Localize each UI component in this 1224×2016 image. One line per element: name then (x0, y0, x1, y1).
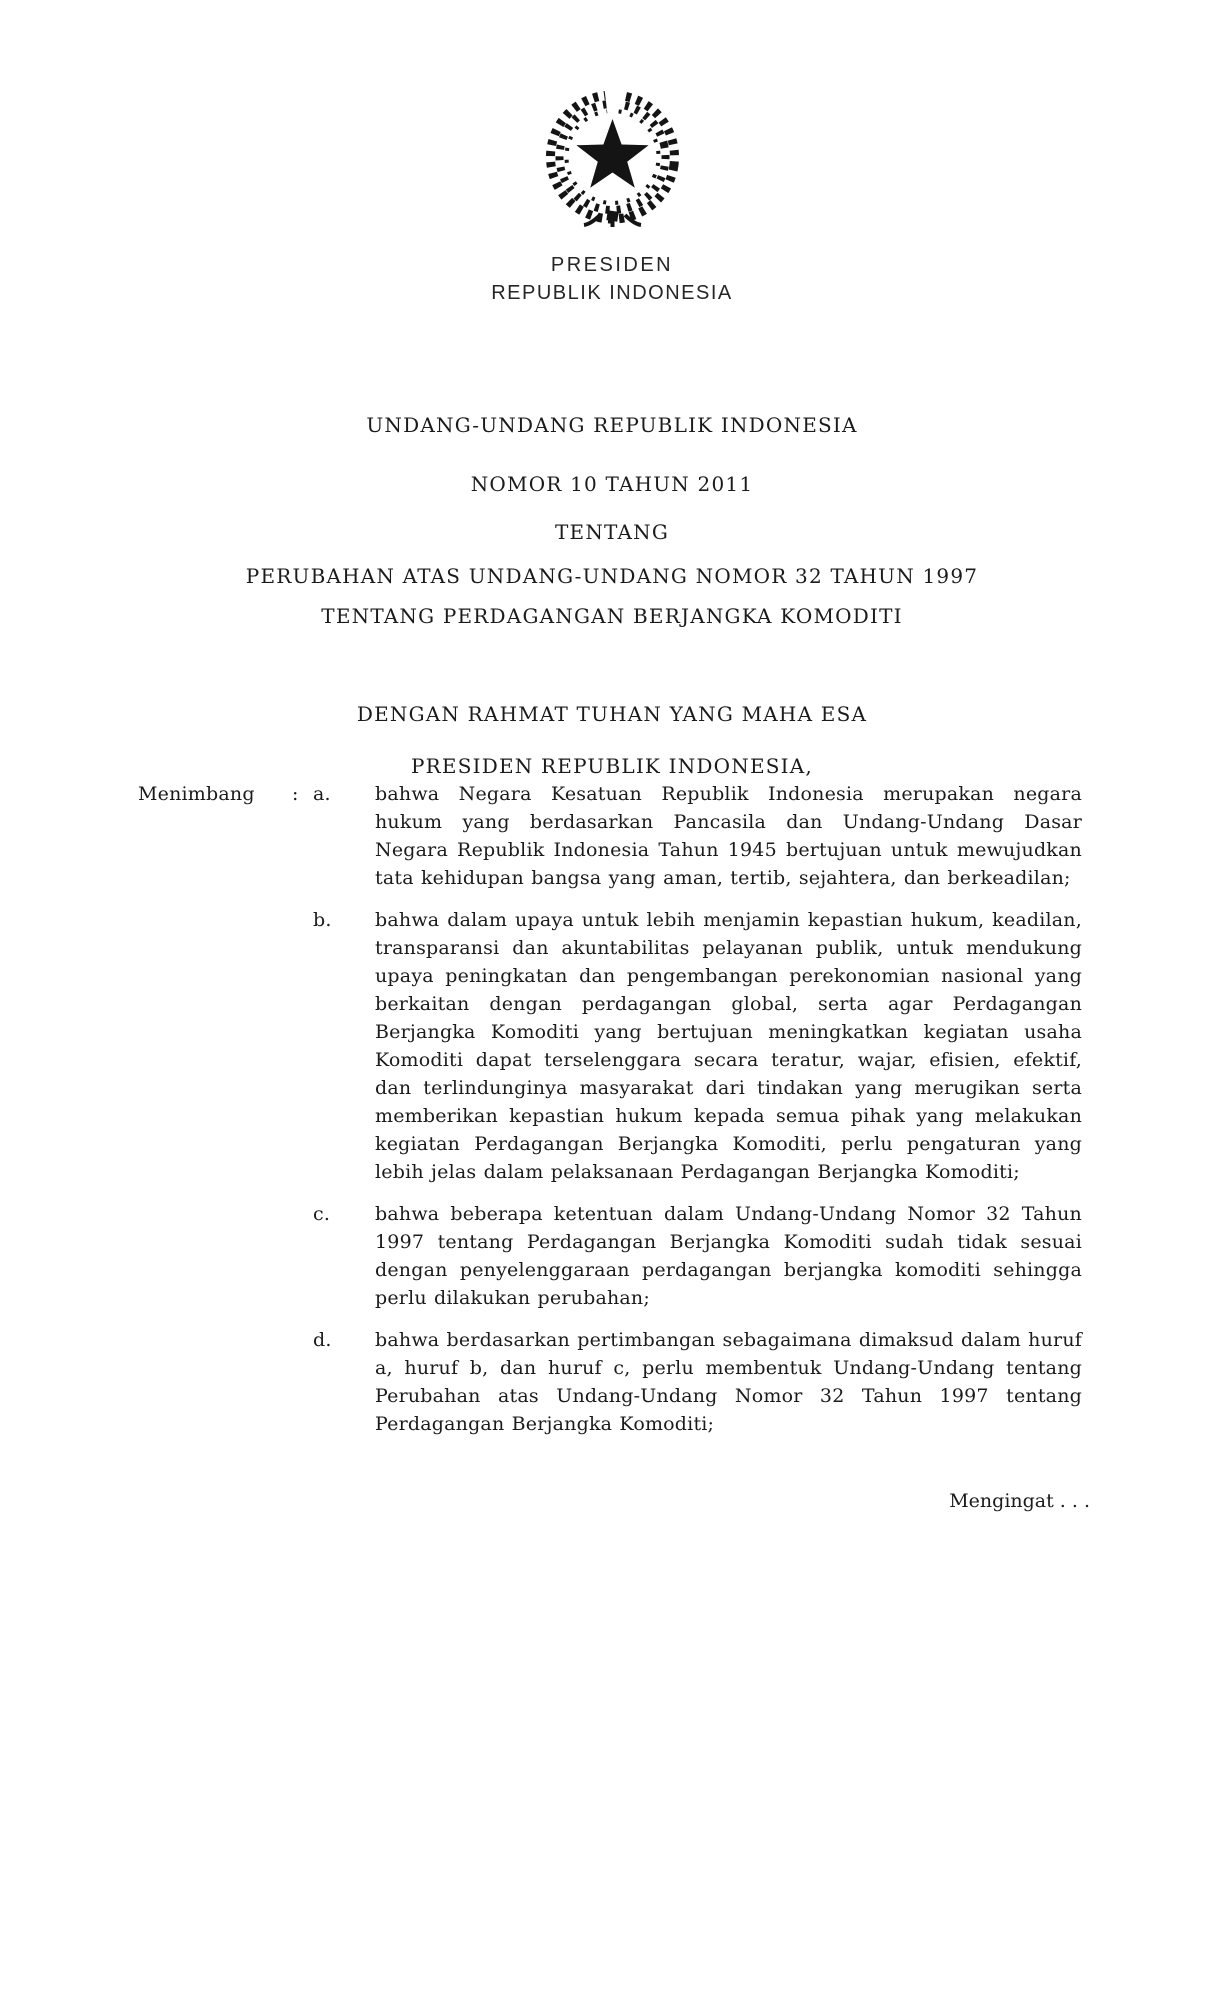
law-title-block (0, 411, 1224, 630)
catchword-mengingat: Mengingat . . . (949, 1490, 1090, 1512)
law-title-line1: UNDANG-UNDANG REPUBLIK INDONESIA (366, 413, 858, 437)
authority-line: PRESIDEN REPUBLIK INDONESIA, (411, 754, 813, 778)
law-subject-line1: PERUBAHAN ATAS UNDANG-UNDANG NOMOR 32 TAHUN 1997 (245, 564, 979, 588)
item-letter: c. (313, 1203, 331, 1225)
letterhead (0, 0, 1224, 307)
law-tentang-line: TENTANG (554, 520, 669, 544)
consideration-item-b (313, 906, 1082, 1186)
item-text: bahwa dalam upaya untuk lebih menjamin kepastian hukum, keadilan, transparansi dan akuntabilitas pelayanan publik, untuk mendukung upaya peningkatan dan pengembangan perekonomian nasional yang berkaitan dengan perdagangan global, serta agar Perdagangan Berjangka Komoditi yang bertujuan meningkatkan kegiatan usaha Komoditi dapat terselenggara secara teratur, wajar, efisien, efektif, dan terlindunginya masyarakat dari tindakan yang merugikan serta memberikan kepastian hukum kepada semua pihak yang melakukan kegiatan Perdagangan Berjangka Komoditi, perlu pengaturan yang lebih jelas dalam pelaksanaan Perdagangan Berjangka Komoditi; (375, 909, 1082, 1183)
preamble-block (0, 700, 1224, 780)
item-letter: a. (313, 783, 331, 805)
item-letter: d. (313, 1329, 332, 1351)
considerations-list (313, 780, 1082, 1452)
considerations-label: Menimbang (138, 783, 255, 805)
letterhead-republik-indonesia: REPUBLIK INDONESIA (491, 282, 733, 304)
national-emblem-icon (529, 85, 696, 235)
considerations-separator: : (292, 783, 299, 805)
item-text: bahwa beberapa ketentuan dalam Undang-Undang Nomor 32 Tahun 1997 tentang Perdagangan Berjangka Komoditi sudah tidak sesuai dengan penyelenggaraan perdagangan berjangka komoditi sehingga perlu dilakukan perubahan; (375, 1203, 1082, 1309)
law-number-line: NOMOR 10 TAHUN 2011 (470, 472, 754, 496)
invocation-line: DENGAN RAHMAT TUHAN YANG MAHA ESA (356, 702, 868, 726)
law-subject-line2: TENTANG PERDAGANGAN BERJANGKA KOMODITI (321, 604, 903, 628)
catchword-row (138, 1487, 1090, 1515)
letterhead-presiden: PRESIDEN (550, 254, 674, 276)
item-text: bahwa berdasarkan pertimbangan sebagaimana dimaksud dalam huruf a, huruf b, dan huruf c, perlu membentuk Undang-Undang tentang Perubahan atas Undang-Undang Nomor 32 Tahun 1997 tentang Perdagangan Berjangka Komoditi; (375, 1329, 1082, 1435)
consideration-item-d (313, 1326, 1082, 1438)
considerations-section (138, 780, 1082, 1452)
item-text: bahwa Negara Kesatuan Republik Indonesia merupakan negara hukum yang berdasarkan Pancasila dan Undang-Undang Dasar Negara Republik Indonesia Tahun 1945 bertujuan untuk mewujudkan tata kehidupan bangsa yang aman, tertib, sejahtera, dan berkeadilan; (375, 783, 1082, 889)
consideration-item-c (313, 1200, 1082, 1312)
item-letter: b. (313, 909, 332, 931)
consideration-item-a (313, 780, 1082, 892)
